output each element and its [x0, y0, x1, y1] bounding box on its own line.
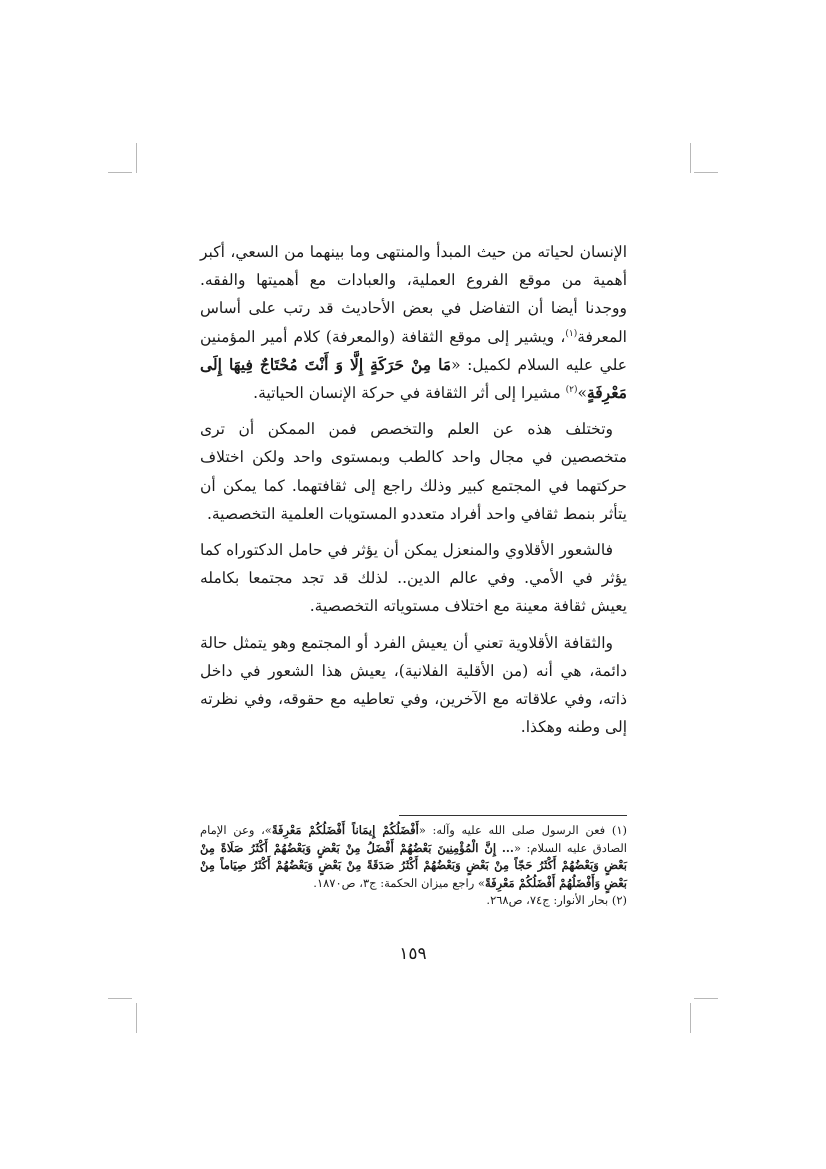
paragraph-1 [200, 238, 627, 407]
page-number: ١٥٩ [399, 944, 427, 964]
paragraph-3: فالشعور الأقلاوي والمنعزل يمكن أن يؤثر في حامل الدكتوراه كما يؤثر في الأمي. وفي عالم الدين.. لذلك قد تجد مجتمعا بكامله يعيش ثقافة معينة مع اختلاف مستوياته التخصصية. [200, 541, 627, 616]
crop-mark-bottom-left-vertical [136, 1003, 137, 1033]
footnote-1 [200, 822, 627, 892]
paragraph-1-part-d: مشيرا إلى أثر الثقافة في حركة الإنسان الحياتية. [253, 384, 566, 403]
footnote-marker-1[interactable]: (١) [565, 328, 578, 339]
footnote-1-lead: (١) فعن الرسول صلى الله عليه وآله: « [418, 823, 627, 837]
body-text [200, 238, 627, 749]
paragraph-1-part-c: » [577, 384, 587, 403]
crop-mark-top-left-horizontal [108, 172, 132, 173]
crop-mark-top-right-vertical [690, 143, 691, 173]
footnote-1-hadith-1: أَفْضَلُكُمْ إِيمَاناً أَفْضَلُكُمْ مَعْرِفَةً [271, 823, 419, 837]
crop-mark-top-left-vertical [136, 143, 137, 173]
paragraph-2: وتختلف هذه عن العلم والتخصص فمن الممكن أن ترى متخصصين في مجال واحد كالطب وبمستوى واحد ولكن اختلاف حركتهما في المجتمع كبير وذلك راجع إلى ثقافتهما. كما يمكن أن يتأثر بنمط ثقافي واحد أفراد متعددو المستويات العلمية التخصصية. [200, 420, 627, 523]
footnote-1-hadith-2: ... إِنَّ الْمُؤْمِنِينَ بَعْضُهُمْ أَفْضَلُ مِنْ بَعْضٍ وَبَعْضُهُمْ أَكْثَرُ صَلَاةً مِنْ بَعْضٍ وَبَعْضُهُمْ أَكْثَرُ حَجّاً مِنْ بَعْضٍ وَبَعْضُهُمْ أَكْثَرُ صَدَقَةً مِنْ بَعْضٍ وَبَعْضُهُمْ أَكْثَرُ صِيَاماً مِنْ بَعْضٍ وَأَفْضَلُهُمْ أَفْضَلُكُمْ مَعْرِفَةً [200, 840, 627, 890]
crop-mark-bottom-right-horizontal [694, 998, 718, 999]
footnote-1-tail: » راجع ميزان الحكمة: ج٣، ص١٨٧٠. [313, 875, 485, 890]
footnotes [200, 822, 627, 910]
crop-mark-top-right-horizontal [694, 172, 718, 173]
footnote-1-mid: »، وعن الإمام الصادق عليه السلام: « [200, 823, 628, 855]
crop-mark-bottom-right-vertical [690, 1003, 691, 1033]
footnote-marker-2[interactable]: (٢) [565, 384, 578, 395]
crop-mark-bottom-left-horizontal [108, 998, 132, 999]
footnote-divider [399, 815, 627, 816]
paragraph-1-part-b: ، ويشير إلى موقع الثقافة (والمعرفة) كلام أمير المؤمنين علي عليه السلام لكميل: « [200, 327, 627, 374]
footnote-2: (٢) بحار الأنوار: ج٧٤، ص٢٦٨. [486, 893, 627, 907]
quote-imam-ali: مَا مِنْ حَرَكَةٍ إِلَّا وَ أَنْتَ مُحْتَاجٌ فِيهَا إِلَى مَعْرِفَةٍ [200, 354, 627, 403]
paragraph-1-part-a: الإنسان لحياته من حيث المبدأ والمنتهى وما بينهما من السعي، أكبر أهمية من موقع الفروع العملية، والعبادات مع أهميتها والفقه. ووجدنا أيضا أن التفاضل في بعض الأحاديث قد رتب على أساس المعرفة [200, 243, 627, 346]
paragraph-4: والثقافة الأقلاوية تعني أن يعيش الفرد أو المجتمع وهو يتمثل حالة دائمة، هي أنه (من الأقلية الفلانية)، يعيش هذا الشعور في داخل ذاته، وفي علاقاته مع الآخرين، وفي تعاطيه مع حقوقه، وفي نظرته إلى وطنه وهكذا. [200, 633, 627, 737]
